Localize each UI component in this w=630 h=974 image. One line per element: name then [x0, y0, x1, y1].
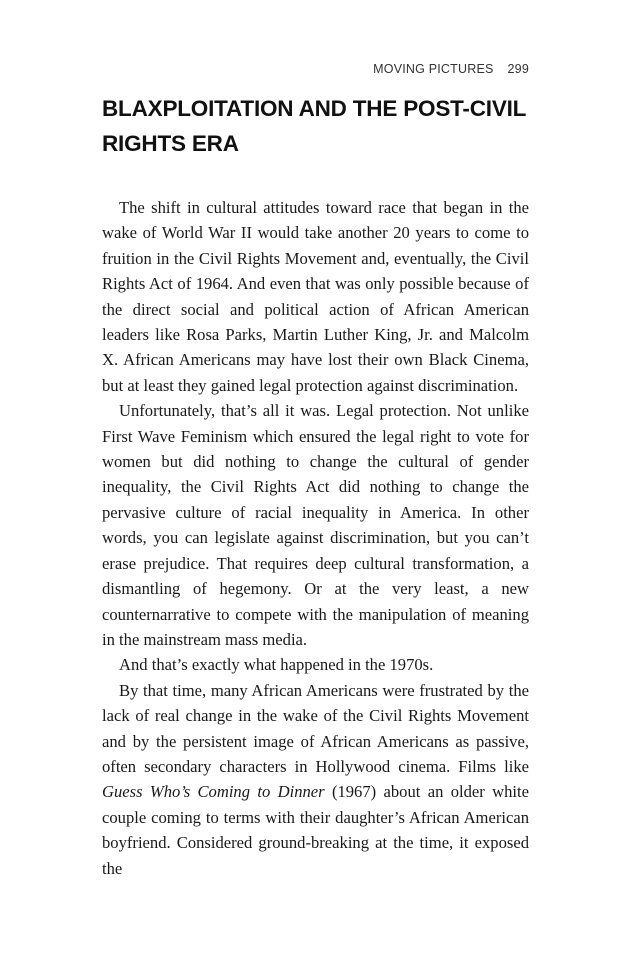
section-heading: BLAXPLOITATION AND THE POST-CIVIL RIGHTS ERA: [102, 96, 526, 156]
paragraph: Unfortunately, that’s all it was. Legal protection. Not unlike First Wave Feminism which ensured the legal right to vote for women but did nothing to change the cultural of gender inequality, the Civil Rights Act did nothing to change the pervasive culture of racial inequality in America. In other words, you can legislate against discrimination, but you can’t erase prejudice. That requires deep cultural transformation, a dismantling of hegemony. Or at the very least, a new counternarrative to compete with the manipulation of meaning in the mainstream mass media.: [102, 401, 529, 649]
paragraph: [102, 678, 529, 881]
running-head: [373, 62, 529, 76]
paragraph: The shift in cultural attitudes toward race that began in the wake of World War II would take another 20 years to come to fruition in the Civil Rights Movement and, eventually, the Civil Rights Act of 1964. And even that was only possible because of the direct social and political action of African American leaders like Rosa Parks, Martin Luther King, Jr. and Malcolm X. African Americans may have lost their own Black Cinema, but at least they gained legal protection against discrimination.: [102, 198, 529, 395]
running-head-section: MOVING PICTURES: [373, 62, 494, 76]
page-number: 299: [507, 62, 529, 76]
paragraph-text: By that time, many African Americans were frustrated by the lack of real change in the wake of the Civil Rights Movement and by the persistent image of African Americans as passive, often secondary characters in Hollywood cinema. Films like: [102, 680, 529, 776]
paragraph: And that’s exactly what happened in the 1970s.: [119, 655, 434, 675]
paragraph-text: (1967) about an older white couple coming to terms with their daughter’s African American boyfriend. Considered ground-breaking at the time, it exposed the: [102, 782, 529, 878]
body-text: [102, 195, 529, 881]
film-title: Guess Who’s Coming to Dinner: [102, 782, 325, 802]
